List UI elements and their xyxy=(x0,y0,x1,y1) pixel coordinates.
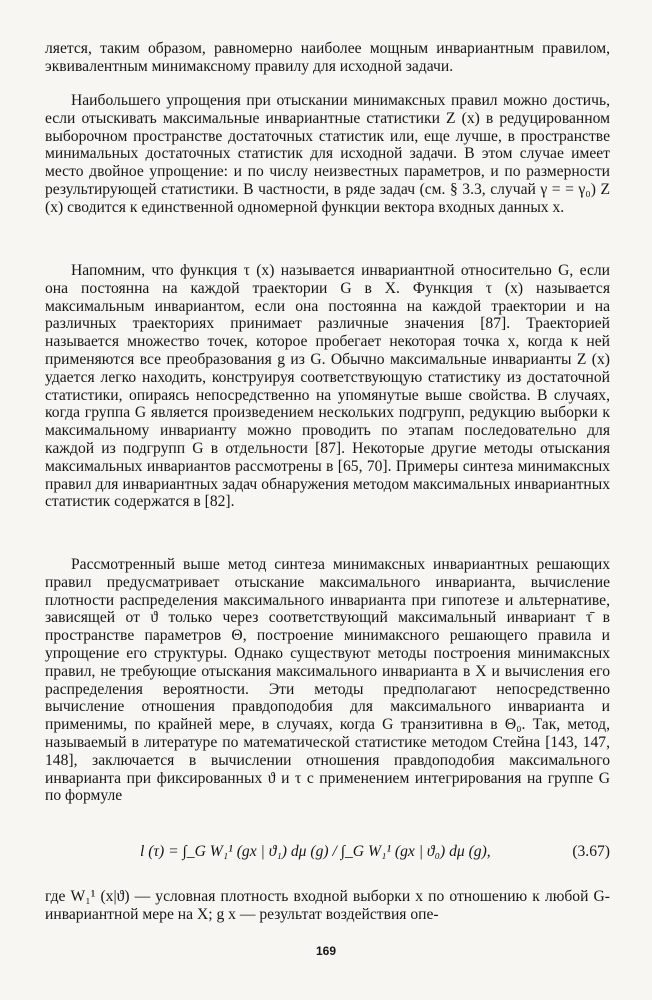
display-formula: l (τ) = ∫_G W₁¹ (gx | ϑ₁) dμ (g) / ∫_G W₁¹ (gx | ϑ₀) dμ (g), xyxy=(140,843,491,860)
paragraph-stein-method xyxy=(45,556,610,805)
paragraph-text: ляется, таким образом, равномерно наиболее мощным инвариантным правилом, эквивалентным минимаксному правилу для исходной задачи. xyxy=(45,40,610,75)
formula-row xyxy=(45,837,610,873)
paragraph-text: Наибольшего упрощения при отыскании минимаксных правил можно достичь, если отыскивать максимальные инвариантные статистики Z (x) в редуцированном выборочном пространстве достаточных статистик или, еще лучше, в пространстве минимальных достаточных статистик для исходной задачи. В этом случае имеет место двойное упрощение: и по числу неизвестных параметров, и по размерности результирующей статистики. В частности, в ряде задач (см. § 3.3, случай γ = = γ₀) Z (x) сводится к единственной одномерной функции вектора входных данных x. xyxy=(45,92,610,216)
paragraph-closing xyxy=(45,888,610,924)
paragraph-continuation xyxy=(45,40,610,76)
paragraph-text: где W₁¹ (x|ϑ) — условная плотность входной выборки x по отношению к любой G-инвариантной мере на X; g x — результат воздействия опе- xyxy=(45,888,610,923)
page-number: 169 xyxy=(315,944,337,958)
paragraph-simplification xyxy=(45,92,610,217)
paragraph-invariant-definition xyxy=(45,262,610,511)
paragraph-text: Рассмотренный выше метод синтеза минимаксных инвариантных решающих правил предусматривает отыскание максимального инварианта, вычисление плотности распределения максимального инварианта при гипотезе и альтернативе, зависящей от ϑ только через соответствующий максимальный инвариант τ̄ в пространстве параметров Θ, построение минимаксного решающего правила и упрощение его структуры. Однако существуют методы построения минимаксных правил, не требующие отыскания максимального инварианта в X и вычисления его распределения вероятности. Эти методы предполагают непосредственно вычисление отношения правдоподобия для максимального инварианта и применимы, по крайней мере, в случаях, когда G транзитивна в Θ₀. Так, метод, называемый в литературе по математической статистике методом Стейна [143, 147, 148], заключается в вычислении отношения правдоподобия максимального инварианта при фиксированных ϑ и τ с применением интегрирования на группе G по формуле xyxy=(45,556,610,805)
equation-number: (3.67) xyxy=(572,843,610,860)
paragraph-text: Напомним, что функция τ (x) называется инвариантной относительно G, если она постоянна на каждой траектории G в X. Функция τ (x) называется максимальным инвариантом, если она постоянна на каждой траектории и на различных траекториях принимает различные значения [87]. Траекторией называется множество точек, которое пробегает некоторая точка x, когда к ней применяются все преобразования g из G. Обычно максимальные инварианты Z (x) удается легко находить, конструируя соответствующую статистику из достаточной статистики, опираясь непосредственно на упомянутые выше свойства. В случаях, когда группа G является произведением нескольких подгрупп, редукцию выборки к максимальному инварианту можно проводить по этапам последовательно для каждой из подгрупп G в отдельности [87]. Некоторые другие методы отыскания максимальных инвариантов рассмотрены в [65, 70]. Примеры синтеза минимаксных правил для инвариантных задач обнаружения методом максимальных инвариантных статистик содержатся в [82]. xyxy=(45,262,610,511)
